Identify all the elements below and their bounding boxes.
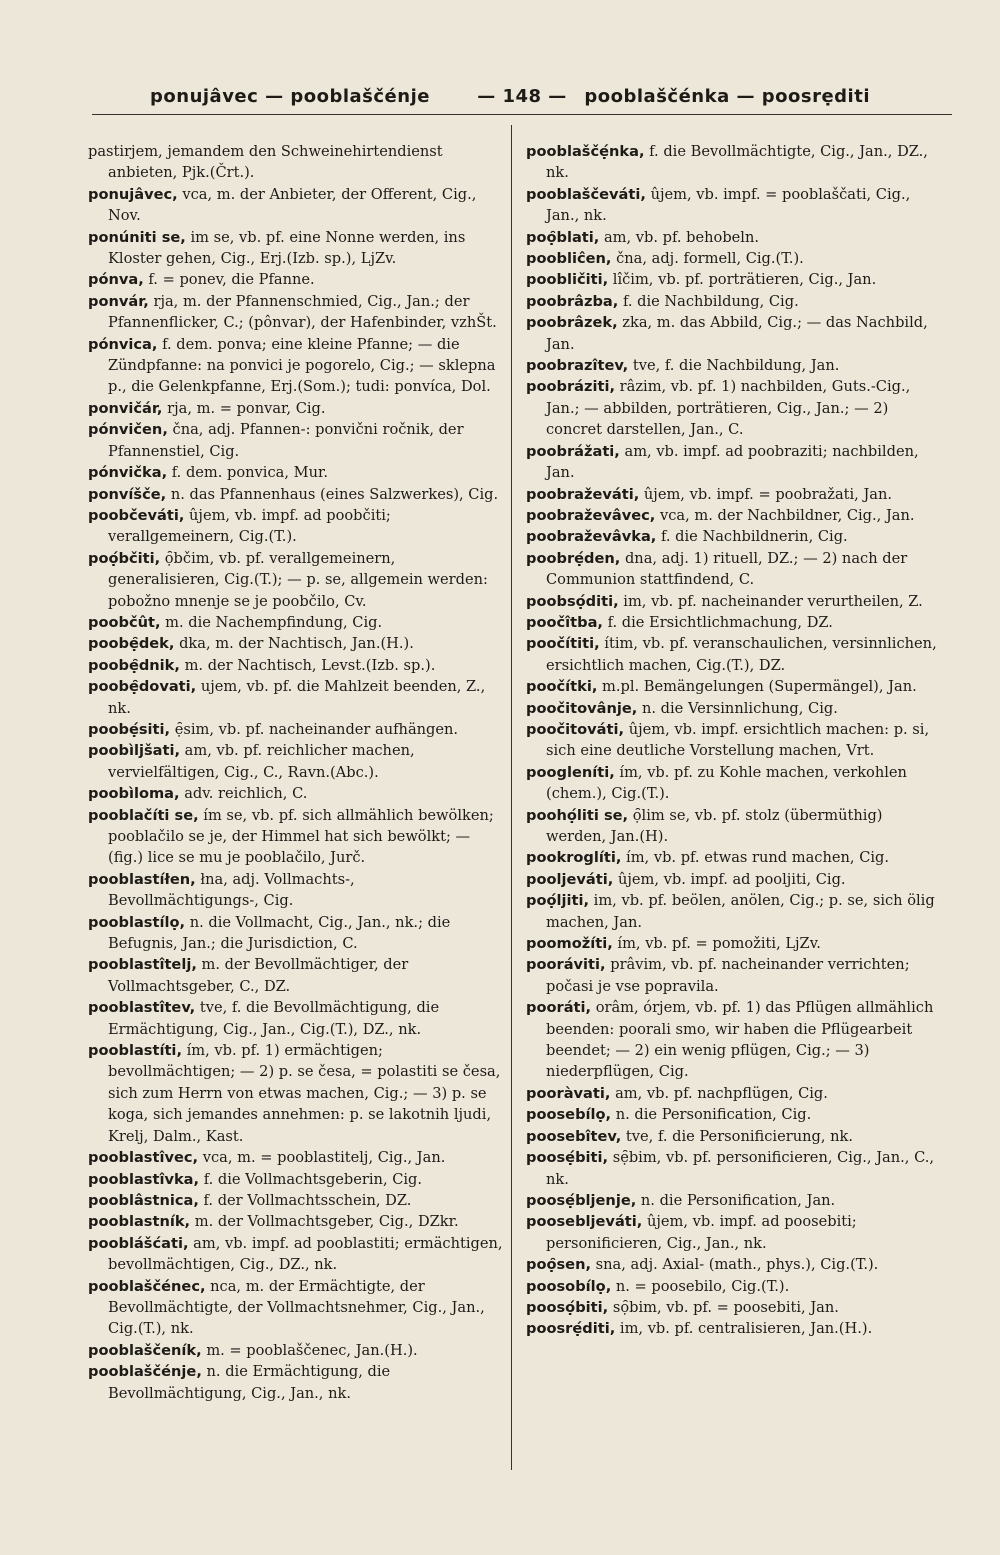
entry-definition: am, vb. impf. ad pooblastiti; ermächtigen, bevollmächtigen, Cig., DZ., nk. xyxy=(108,1234,503,1274)
dictionary-entry xyxy=(88,548,503,612)
dictionary-entry xyxy=(88,419,503,462)
entry-headword: pooblastílọ, xyxy=(88,913,186,931)
entry-definition: ûjem, vb. impf. ad poobčiti; verallgemeinern, Cig.(T.). xyxy=(108,506,391,546)
entry-headword: poočítiti, xyxy=(526,635,600,653)
dictionary-entry xyxy=(526,141,946,184)
entry-headword: poosẹ́biti, xyxy=(526,1149,609,1167)
dictionary-entry xyxy=(88,1211,503,1232)
dictionary-entry xyxy=(526,1190,946,1211)
entry-definition: sẹ̑bim, vb. pf. personificieren, Cig., Jan., C., nk. xyxy=(546,1149,935,1188)
entry-definition: n. die Vollmacht, Cig., Jan., nk.; die Befugnis, Jan.; die Jurisdiction, C. xyxy=(108,913,451,953)
dictionary-entry xyxy=(88,912,503,955)
dictionary-entry xyxy=(526,805,946,848)
entry-headword: pooblaščénje, xyxy=(88,1363,202,1381)
entry-definition: ím, vb. pf. zu Kohle machen, verkohlen (chem.), Cig.(T.). xyxy=(546,763,907,803)
entry-definition: rja, m. = ponvar, Cig. xyxy=(167,399,326,417)
left-column xyxy=(88,141,503,1404)
dictionary-entry xyxy=(88,1040,503,1147)
dictionary-entry xyxy=(88,184,503,227)
entry-headword: poosọ́biti, xyxy=(526,1298,609,1316)
entry-definition: ọ̑bčim, vb. pf. verallgemeinern, generalisieren, Cig.(T.); — p. se, allgemein werden: pobožno mnenje se je poobčilo, Cv. xyxy=(108,549,488,610)
dictionary-entry xyxy=(88,719,503,740)
entry-definition: n. die Personification, Cig. xyxy=(615,1106,812,1124)
entry-definition: n. die Versinnlichung, Cig. xyxy=(642,699,838,717)
entry-headword: poosebílọ, xyxy=(526,1106,612,1124)
entry-definition: am, vb. pf. nachpflügen, Cig. xyxy=(615,1084,828,1102)
entry-definition: im, vb. pf. nacheinander verurtheilen, Z. xyxy=(623,592,923,610)
dictionary-entry xyxy=(526,312,946,355)
entry-definition: adv. reichlich, C. xyxy=(184,785,308,803)
entry-headword: poọ́bčiti, xyxy=(88,549,161,567)
dictionary-entry xyxy=(88,462,503,483)
entry-headword: pooblâstnica, xyxy=(88,1191,199,1209)
entry-headword: poosẹ́bljenje, xyxy=(526,1191,637,1209)
entry-headword: poočitováti, xyxy=(526,720,625,738)
entry-definition: ẹ̑sim, vb. pf. nacheinander aufhängen. xyxy=(174,720,459,738)
entry-definition: n. das Pfannenhaus (eines Salzwerkes), Cig. xyxy=(170,485,499,503)
dictionary-entry xyxy=(526,1083,946,1104)
dictionary-entry xyxy=(526,526,946,547)
dictionary-entry xyxy=(526,762,946,805)
entry-headword: poobraževâvec, xyxy=(526,506,656,524)
entry-headword: poobìljšati, xyxy=(88,742,181,760)
dictionary-entry xyxy=(88,1190,503,1211)
entry-headword: poobrazîtev, xyxy=(526,357,629,375)
entry-headword: poobẹ̑dek, xyxy=(88,635,175,653)
entry-definition: sọ̑bim, vb. pf. = poosebiti, Jan. xyxy=(612,1298,839,1316)
dictionary-entry xyxy=(526,227,946,248)
entry-headword: pooblačíti se, xyxy=(88,806,199,824)
entry-definition: m. der Bevollmächtiger, der Vollmachtsgeber, C., DZ. xyxy=(108,956,409,995)
entry-headword: pooblaščẹ́nka, xyxy=(526,143,645,160)
entry-headword: pooblaščeník, xyxy=(88,1341,202,1359)
dictionary-entry xyxy=(88,1233,503,1276)
dictionary-entry xyxy=(88,484,503,505)
entry-headword: poobìloma, xyxy=(88,785,180,803)
dictionary-entry xyxy=(526,633,946,676)
dictionary-entry xyxy=(88,954,503,997)
dictionary-entry xyxy=(526,933,946,954)
dictionary-entry xyxy=(526,1276,946,1297)
entry-headword: poosebîtev, xyxy=(526,1127,622,1145)
entry-headword: ponvičár, xyxy=(88,399,163,417)
entry-definition: ujem, vb. pf. die Mahlzeit beenden, Z., nk. xyxy=(108,678,486,717)
entry-headword: pooljeváti, xyxy=(526,870,614,888)
dictionary-entry xyxy=(88,869,503,912)
column-divider xyxy=(511,125,512,1470)
entry-headword: poobčût, xyxy=(88,613,161,631)
entry-definition: dka, m. der Nachtisch, Jan.(H.). xyxy=(179,635,414,653)
entry-definition: rja, m. der Pfannenschmied, Cig., Jan.; der Pfannenflicker, C.; (pônvar), der Hafenbinder, vzhŠt. xyxy=(108,292,497,332)
dictionary-entry xyxy=(88,141,503,184)
right-column xyxy=(526,141,946,1340)
entry-headword: pooblastîtelj, xyxy=(88,956,197,974)
entry-definition: f. = ponev, die Pfanne. xyxy=(148,271,315,289)
entry-headword: poọ̑blati, xyxy=(526,228,600,246)
dictionary-entry xyxy=(526,441,946,484)
dictionary-entry xyxy=(526,355,946,376)
dictionary-entry xyxy=(526,269,946,290)
dictionary-entry xyxy=(526,954,946,997)
entry-headword: poobráziti, xyxy=(526,378,616,396)
dictionary-entry xyxy=(526,890,946,933)
entry-headword: ponúniti se, xyxy=(88,228,186,246)
dictionary-entry xyxy=(88,1340,503,1361)
entry-definition: im, vb. pf. centralisieren, Jan.(H.). xyxy=(619,1320,873,1338)
entry-headword: poosrẹ́diti, xyxy=(526,1320,616,1338)
entry-headword: pónva, xyxy=(88,271,144,289)
header-right-guideword: pooblaščénka — poosrẹditi xyxy=(584,86,870,107)
entry-definition: zka, m. das Abbild, Cig.; — das Nachbild, Jan. xyxy=(546,314,928,353)
entry-headword: poohọ́liti se, xyxy=(526,806,629,824)
entry-definition: im se, vb. pf. eine Nonne werden, ins Kloster gehen, Cig., Erj.(Izb. sp.), LjZv. xyxy=(108,228,466,268)
dictionary-entry xyxy=(526,1318,946,1339)
entry-headword: poobrâzba, xyxy=(526,292,619,310)
entry-definition: vca, m. = pooblastitelj, Cig., Jan. xyxy=(202,1149,446,1167)
dictionary-entry xyxy=(88,655,503,676)
entry-headword: poogleníti, xyxy=(526,763,615,781)
entry-definition: am, vb. pf. reichlicher machen, vervielfältigen, Cig., C., Ravn.(Abc.). xyxy=(108,742,415,781)
entry-headword: ponujâvec, xyxy=(88,185,178,203)
dictionary-entry xyxy=(88,633,503,654)
entry-headword: poobẹ̑dnik, xyxy=(88,656,180,674)
dictionary-entry xyxy=(88,291,503,334)
dictionary-entry xyxy=(526,248,946,269)
header-left-guideword: ponujâvec — pooblaščénje xyxy=(150,86,430,107)
dictionary-entry xyxy=(526,869,946,890)
entry-headword: poobẹ́siti, xyxy=(88,720,171,738)
dictionary-entry xyxy=(526,698,946,719)
dictionary-entry xyxy=(88,612,503,633)
entry-headword: pónvica, xyxy=(88,335,158,353)
dictionary-entry xyxy=(526,505,946,526)
dictionary-entry xyxy=(526,612,946,633)
entry-definition: prâvim, vb. pf. nacheinander verrichten; počasi je vse popravila. xyxy=(546,956,910,995)
entry-definition: f. dem. ponvica, Mur. xyxy=(171,464,328,482)
entry-definition: ím, vb. pf. = pomožiti, LjZv. xyxy=(617,935,821,953)
dictionary-entry xyxy=(526,1297,946,1318)
entry-headword: poobraževâvka, xyxy=(526,528,657,546)
entry-definition: dna, adj. 1) rituell, DZ.; — 2) nach der Communion stattfindend, C. xyxy=(546,549,908,589)
entry-headword: poobliĉen, xyxy=(526,250,612,268)
entry-definition: ûjem, vb. impf. ersichtlich machen: p. si, sich eine deutliche Vorstellung machen, Vrt. xyxy=(546,720,930,760)
entry-headword: poobraževáti, xyxy=(526,485,640,503)
entry-definition: f. die Nachbildnerin, Cig. xyxy=(661,528,848,546)
entry-definition: tve, f. die Nachbildung, Jan. xyxy=(632,357,840,375)
entry-definition: ítim, vb. pf. veranschaulichen, versinnlichen, ersichtlich machen, Cig.(T.), DZ. xyxy=(546,635,937,674)
entry-headword: poomožíti, xyxy=(526,935,613,953)
entry-definition: m. die Nachempfindung, Cig. xyxy=(165,613,383,631)
entry-definition: tve, f. die Personificierung, nk. xyxy=(625,1127,853,1145)
entry-definition: am, vb. pf. behobeln. xyxy=(603,228,759,246)
dictionary-entry xyxy=(88,1276,503,1340)
entry-headword: pooblastîtev, xyxy=(88,999,196,1017)
entry-definition: ûjem, vb. impf. = poobražati, Jan. xyxy=(643,485,893,503)
dictionary-entry xyxy=(88,676,503,719)
entry-headword: poosobílọ, xyxy=(526,1277,612,1295)
entry-headword: pooblastîvka, xyxy=(88,1170,200,1188)
header-rule xyxy=(92,114,952,115)
entry-definition: vca, m. der Anbieter, der Offerent, Cig., Nov. xyxy=(108,185,477,225)
entry-definition: tve, f. die Bevollmächtigung, die Ermächtigung, Cig., Jan., Cig.(T.), DZ., nk. xyxy=(108,999,440,1038)
entry-headword: pónvičen, xyxy=(88,421,168,439)
entry-headword: pooblaščeváti, xyxy=(526,185,646,203)
entry-definition: ọ̑lim se, vb. pf. stolz (übermüthig) werden, Jan.(H). xyxy=(546,806,883,845)
dictionary-entry xyxy=(526,1211,946,1254)
entry-headword: pooblášćati, xyxy=(88,1234,189,1252)
page-header xyxy=(0,78,1000,112)
entry-definition: n. die Personification, Jan. xyxy=(640,1191,836,1209)
entry-definition: f. dem. ponva; eine kleine Pfanne; — die Zündpfanne: na ponvici je pogorelo, Cig.; — sklepna p., die Gelenkpfanne, Erj.(Som.); tudi: ponvíca, Dol. xyxy=(108,335,496,396)
entry-headword: poobčeváti, xyxy=(88,506,185,524)
dictionary-entry xyxy=(88,334,503,398)
entry-headword: pooblastíti, xyxy=(88,1042,182,1060)
entry-definition: f. die Ersichtlichmachung, DZ. xyxy=(607,613,833,631)
dictionary-entry xyxy=(88,805,503,869)
entry-definition: im, vb. pf. beölen, anölen, Cig.; p. se, sich ölig machen, Jan. xyxy=(546,892,935,931)
entry-definition: f. die Vollmachtsgeberin, Cig. xyxy=(203,1170,423,1188)
entry-definition: am, vb. impf. ad poobraziti; nachbilden, Jan. xyxy=(546,442,919,482)
entry-definition: ím, vb. pf. 1) ermächtigen; bevollmächtigen; — 2) p. se česa, = polastiti se česa, sich zum Herrn von etwas machen, Cig.; — 3) p. se koga, sich jemandes annehmen: p. se lakotnih ljudi, Krelj, Dalm., Kast. xyxy=(108,1042,501,1145)
dictionary-entry xyxy=(526,548,946,591)
dictionary-entry xyxy=(526,1254,946,1275)
entry-definition: lîčim, vb. pf. porträtieren, Cig., Jan. xyxy=(612,271,877,289)
entry-headword: poobličiti, xyxy=(526,271,609,289)
entry-headword: poočítki, xyxy=(526,678,598,696)
entry-headword: pooblastíłen, xyxy=(88,870,196,888)
dictionary-entry xyxy=(526,1147,946,1190)
dictionary-entry xyxy=(526,1104,946,1125)
page-number: — 148 — xyxy=(477,86,567,107)
entry-definition: vca, m. der Nachbildner, Cig., Jan. xyxy=(660,506,915,524)
dictionary-entry xyxy=(88,1361,503,1404)
entry-definition: f. die Nachbildung, Cig. xyxy=(622,292,799,310)
entry-headword: poobrážati, xyxy=(526,442,620,460)
entry-definition: m. der Vollmachtsgeber, Cig., DZkr. xyxy=(194,1213,459,1231)
entry-definition: orâm, órjem, vb. pf. 1) das Pflügen allmählich beenden: poorali smo, wir haben die Pflügearbeit beendet; — 2) ein wenig pflügen, Cig.; — 3) niederpflügen, Cig. xyxy=(546,999,934,1081)
dictionary-entry xyxy=(526,591,946,612)
dictionary-entry xyxy=(88,505,503,548)
dictionary-entry xyxy=(526,1126,946,1147)
entry-headword: poobrẹ́den, xyxy=(526,549,621,567)
dictionary-entry xyxy=(88,997,503,1040)
dictionary-entry xyxy=(88,740,503,783)
entry-definition: pastirjem, jemandem den Schweinehirtendienst anbieten, Pjk.(Črt.). xyxy=(88,143,443,182)
entry-headword: poočîtba, xyxy=(526,613,603,631)
entry-headword: poobrâzek, xyxy=(526,314,618,332)
entry-definition: nca, m. der Ermächtigte, der Bevollmächtigte, der Vollmachtsnehmer, Cig., Jan., Cig.(T.), nk. xyxy=(108,1277,485,1338)
entry-definition: m.pl. Bemängelungen (Supermängel), Jan. xyxy=(602,678,917,696)
dictionary-entry xyxy=(526,184,946,227)
entry-headword: pooráviti, xyxy=(526,956,606,974)
entry-definition: ím, vb. pf. etwas rund machen, Cig. xyxy=(626,849,890,867)
entry-definition: ím se, vb. pf. sich allmählich bewölken; pooblačilo se je, der Himmel hat sich bewölkt; — (fig.) lice se mu je pooblačilo, Jurč. xyxy=(108,806,494,867)
entry-headword: pooblastník, xyxy=(88,1213,191,1231)
entry-headword: pookroglíti, xyxy=(526,849,622,867)
entry-headword: poọ́ljiti, xyxy=(526,892,590,910)
entry-definition: f. der Vollmachtsschein, DZ. xyxy=(203,1191,412,1209)
dictionary-entry xyxy=(88,783,503,804)
entry-definition: ûjem, vb. impf. ad poosebiti; personificieren, Cig., Jan., nk. xyxy=(546,1213,857,1252)
entry-headword: pooblastîvec, xyxy=(88,1149,199,1167)
dictionary-entry xyxy=(88,227,503,270)
entry-definition: łna, adj. Vollmachts-, Bevollmächtigungs-, Cig. xyxy=(108,870,355,910)
dictionary-entry xyxy=(88,269,503,290)
entry-definition: râzim, vb. pf. 1) nachbilden, Guts.-Cig., Jan.; — abbilden, porträtieren, Cig., Jan.; — 2) concret darstellen, Jan., C. xyxy=(546,378,911,439)
dictionary-entry xyxy=(88,1147,503,1168)
entry-definition: n. die Ermächtigung, die Bevollmächtigung, Cig., Jan., nk. xyxy=(108,1363,391,1402)
dictionary-entry xyxy=(526,847,946,868)
dictionary-entry xyxy=(88,398,503,419)
entry-headword: pónvička, xyxy=(88,464,168,482)
entry-headword: poobsọ́diti, xyxy=(526,592,619,610)
entry-definition: čna, adj. Pfannen-: ponvični ročnik, der Pfannenstiel, Cig. xyxy=(108,421,464,460)
entry-definition: m. der Nachtisch, Levst.(Izb. sp.). xyxy=(184,656,436,674)
dictionary-entry xyxy=(88,1169,503,1190)
dictionary-entry xyxy=(526,291,946,312)
entry-headword: poočitovânje, xyxy=(526,699,638,717)
entry-headword: poosebljeváti, xyxy=(526,1213,643,1231)
dictionary-entry xyxy=(526,676,946,697)
entry-definition: f. die Bevollmächtigte, Cig., Jan., DZ., nk. xyxy=(546,143,928,182)
dictionary-entry xyxy=(526,997,946,1083)
entry-headword: ponvíšče, xyxy=(88,485,167,503)
entry-headword: poobẹ̑dovati, xyxy=(88,678,197,696)
entry-headword: pooràvati, xyxy=(526,1084,611,1102)
dictionary-entry xyxy=(526,376,946,440)
entry-definition: m. = pooblaščenec, Jan.(H.). xyxy=(206,1341,418,1359)
dictionary-entry xyxy=(526,484,946,505)
entry-headword: ponvár, xyxy=(88,292,149,310)
entry-headword: poọ̑sen, xyxy=(526,1256,592,1274)
entry-headword: pooráti, xyxy=(526,999,592,1017)
dictionary-entry xyxy=(526,719,946,762)
entry-headword: pooblaščénec, xyxy=(88,1277,206,1295)
entry-definition: sna, adj. Axial- (math., phys.), Cig.(T.). xyxy=(595,1256,879,1274)
entry-definition: ûjem, vb. impf. = pooblaščati, Cig., Jan., nk. xyxy=(546,185,911,225)
entry-definition: ûjem, vb. impf. ad pooljiti, Cig. xyxy=(617,870,846,888)
entry-definition: n. = poosebilo, Cig.(T.). xyxy=(615,1277,790,1295)
entry-definition: čna, adj. formell, Cig.(T.). xyxy=(616,250,804,268)
